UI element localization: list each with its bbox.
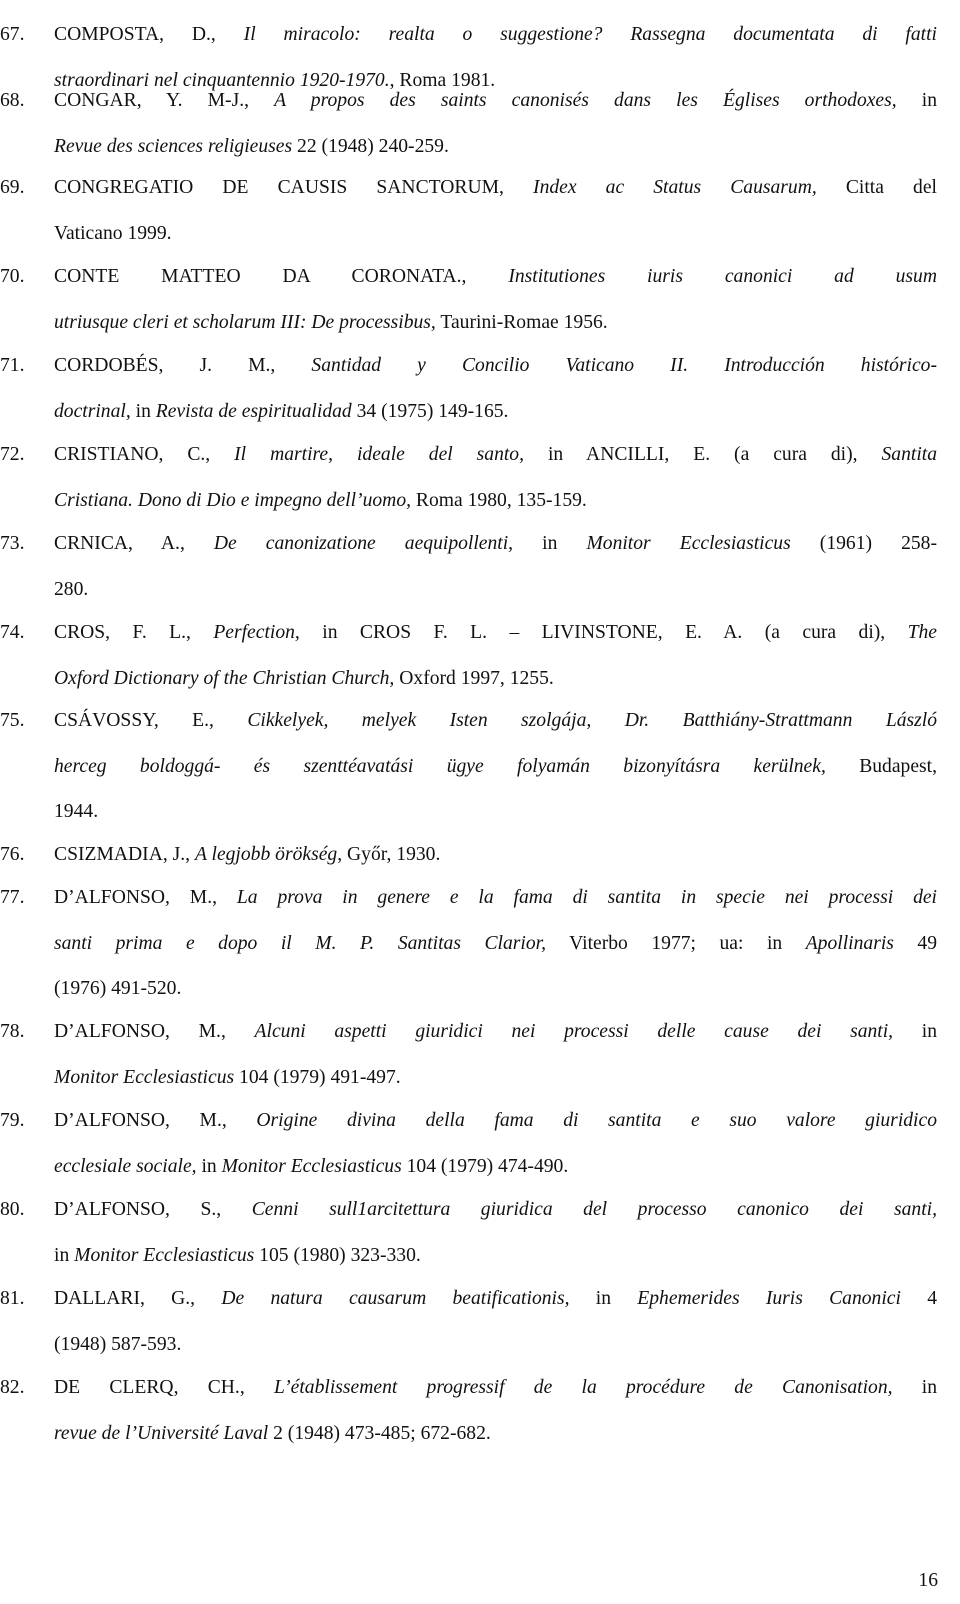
entry-line — [54, 875, 937, 921]
text-run: Roma 1980, 135-159. — [411, 489, 587, 511]
text-run: Institutiones iuris canonici ad usum — [508, 266, 937, 287]
text-run: The — [907, 622, 937, 643]
entry-number: 74. — [0, 622, 25, 643]
entry-body — [54, 165, 937, 256]
entry-line — [54, 921, 937, 967]
text-run: CONTE MATTEO DA CORONATA., — [54, 266, 509, 287]
entry-number: 77. — [0, 887, 25, 908]
text-run: Budapest, — [825, 755, 938, 777]
text-run: 280. — [54, 578, 89, 600]
bibliography-entry — [0, 610, 960, 701]
entry-number: 78. — [0, 1021, 25, 1042]
text-run: 105 (1980) 323-330. — [254, 1244, 421, 1266]
entry-line — [54, 1322, 937, 1368]
text-run: CRISTIANO, C., — [54, 444, 235, 465]
entry-number: 68. — [0, 90, 25, 111]
text-run: in — [54, 1244, 75, 1266]
entry-number: 67. — [0, 24, 25, 45]
entry-line — [54, 300, 937, 346]
entry-line — [54, 521, 937, 567]
entry-line — [54, 389, 937, 435]
text-run: in — [892, 1377, 937, 1398]
text-run: in CROS F. L. – LIVINSTONE, E. A. (a cura di), — [299, 622, 908, 643]
text-run: D’ALFONSO, M., — [54, 1021, 255, 1042]
text-run: 104 (1979) 491-497. — [234, 1066, 401, 1088]
entry-number: 69. — [0, 177, 25, 198]
text-run: DE CLERQ, CH., — [54, 1377, 274, 1398]
entry-line — [54, 124, 937, 170]
entry-body — [54, 1365, 937, 1456]
entry-line — [54, 832, 937, 878]
bibliography-entry — [0, 875, 960, 1012]
entry-line — [54, 744, 937, 790]
text-run: in — [513, 533, 587, 554]
text-run: DALLARI, G., — [54, 1288, 222, 1309]
bibliography-entry — [0, 1187, 960, 1278]
text-run: utriusque cleri et scholarum III: De processibus, — [54, 311, 436, 333]
entry-body — [54, 1276, 937, 1367]
entry-line — [54, 78, 937, 124]
text-run: De natura causarum beatificationis, — [221, 1288, 570, 1309]
bibliography-entry — [0, 432, 960, 523]
entry-line — [54, 789, 937, 835]
text-run: CROS, F. L., — [54, 622, 214, 643]
text-run: Santita — [881, 444, 938, 465]
text-run: 4 — [900, 1288, 938, 1309]
text-run: Cenni sull1arcitettura giuridica del processo canonico dei santi, — [251, 1199, 937, 1220]
text-run: ecclesiale sociale, — [54, 1155, 197, 1177]
text-run: Oxford 1997, 1255. — [394, 667, 554, 689]
text-run: Santidad y Concilio Vaticano II. Introducción histórico- — [311, 355, 937, 376]
entry-line — [54, 211, 937, 257]
bibliography-entry — [0, 343, 960, 434]
text-run: Citta del — [816, 177, 937, 198]
entry-number: 70. — [0, 266, 25, 287]
text-run: Index ac Status Causarum, — [533, 177, 817, 198]
text-run: 22 (1948) 240-259. — [292, 135, 449, 157]
text-run: 34 (1975) 149-165. — [351, 400, 509, 422]
entry-line — [54, 610, 937, 656]
text-run: CSIZMADIA, J., — [54, 844, 195, 865]
bibliography-entry — [0, 254, 960, 345]
text-run: Monitor Ecclesiasticus — [54, 1066, 235, 1088]
entry-number: 71. — [0, 355, 25, 376]
entry-number: 82. — [0, 1377, 25, 1398]
text-run: COMPOSTA, D., — [54, 24, 244, 45]
text-run: Ephemerides Iuris Canonici — [637, 1288, 901, 1309]
entry-line — [54, 1098, 937, 1144]
text-run: 104 (1979) 474-490. — [401, 1155, 569, 1177]
text-run: (1948) 587-593. — [54, 1333, 182, 1355]
bibliography-entry — [0, 78, 960, 169]
entry-body — [54, 1098, 937, 1189]
entry-line — [54, 1009, 937, 1055]
entry-line — [54, 343, 937, 389]
entry-body — [54, 432, 937, 523]
entry-line — [54, 1365, 937, 1411]
entry-body — [54, 521, 937, 612]
bibliography-entry — [0, 698, 960, 835]
text-run: A propos des saints canonisés dans les Églises orthodoxes, — [274, 90, 897, 111]
text-run: Oxford Dictionary of the Christian Church, — [54, 667, 395, 689]
text-run: CONGREGATIO DE CAUSIS SANCTORUM, — [54, 177, 534, 198]
text-run: L’établissement progressif de la procédure de Canonisation, — [273, 1377, 893, 1398]
text-run: in — [896, 90, 937, 111]
entry-number: 76. — [0, 844, 25, 865]
text-run: D’ALFONSO, S., — [54, 1199, 252, 1220]
bibliography-entry — [0, 1365, 960, 1456]
entry-body — [54, 610, 937, 701]
text-run: (1976) 491-520. — [54, 978, 182, 999]
text-run: CORDOBÉS, J. M., — [54, 355, 312, 376]
text-run: Perfection, — [213, 622, 300, 643]
text-run: in — [893, 1021, 938, 1042]
entry-body — [54, 1187, 937, 1278]
entry-body — [54, 254, 937, 345]
bibliography-entry — [0, 832, 960, 878]
text-run: Cikkelyek, melyek Isten szolgája, Dr. Batthiány-Strattmann László — [247, 710, 938, 731]
entry-line — [54, 567, 937, 613]
entry-body — [54, 832, 937, 878]
entry-line — [54, 1411, 937, 1457]
text-run: Győr, 1930. — [342, 844, 441, 865]
text-run: De canonizatione aequipollenti, — [213, 533, 514, 554]
text-run: straordinari nel cinquantennio 1920-1970. — [54, 69, 390, 91]
text-run: Il miracolo: realta o suggestione? Rassegna documentata di fatti — [243, 24, 937, 45]
entry-number: 73. — [0, 533, 25, 554]
bibliography-entry — [0, 1098, 960, 1189]
entry-line — [54, 1144, 937, 1190]
text-run: Apollinaris — [805, 932, 894, 954]
text-run: Origine divina della fama di santita e suo valore giuridico — [256, 1110, 937, 1131]
text-run: revue de l’Université Laval — [54, 1422, 269, 1444]
text-run: A legjobb örökség, — [194, 844, 343, 865]
text-run: , Roma 1981. — [389, 69, 496, 91]
entry-body — [54, 875, 937, 1012]
text-run: Il martire, ideale del santo, — [234, 444, 525, 465]
text-run: in — [130, 400, 156, 422]
text-run: D’ALFONSO, M., — [54, 1110, 257, 1131]
page-number: 16 — [918, 1570, 938, 1591]
text-run: 49 — [893, 932, 937, 954]
text-run: Monitor Ecclesiasticus — [74, 1244, 255, 1266]
entry-number: 81. — [0, 1288, 25, 1309]
entry-line — [54, 698, 937, 744]
entry-body — [54, 78, 937, 169]
text-run: 2 (1948) 473-485; 672-682. — [268, 1422, 491, 1444]
entry-line — [54, 478, 937, 524]
text-run: Viterbo 1977; ua: in — [546, 932, 806, 954]
entry-line — [54, 12, 937, 58]
entry-number: 79. — [0, 1110, 25, 1131]
bibliography-entry — [0, 521, 960, 612]
text-run: in ANCILLI, E. (a cura di), — [524, 444, 882, 465]
entry-line — [54, 1233, 937, 1279]
text-run: D’ALFONSO, M., — [54, 887, 237, 908]
text-run: CRNICA, A., — [54, 533, 214, 554]
text-run: 1944. — [54, 801, 99, 822]
entry-number: 80. — [0, 1199, 25, 1220]
bibliography-entry — [0, 1276, 960, 1367]
text-run: Monitor Ecclesiasticus — [586, 533, 791, 554]
entry-line — [54, 1055, 937, 1101]
text-run: (1961) 258- — [790, 533, 937, 554]
text-run: Revista de espiritualidad — [155, 400, 352, 422]
bibliography-entry — [0, 165, 960, 256]
text-run: santi prima e dopo il M. P. Santitas Clarior, — [54, 932, 547, 954]
entry-line — [54, 254, 937, 300]
text-run: Alcuni aspetti giuridici nei processi delle cause dei santi, — [254, 1021, 894, 1042]
entry-body — [54, 343, 937, 434]
entry-line — [54, 656, 937, 702]
bibliography-entry — [0, 1009, 960, 1100]
text-run: La prova in genere e la fama di santita in specie nei processi dei — [236, 887, 938, 908]
entry-number: 75. — [0, 710, 25, 731]
text-run: CSÁVOSSY, E., — [54, 710, 248, 731]
text-run: Revue des sciences religieuses — [54, 135, 293, 157]
entry-line — [54, 1187, 937, 1233]
text-run: Vaticano 1999. — [54, 222, 172, 244]
text-run: Monitor Ecclesiasticus — [221, 1155, 402, 1177]
text-run: Cristiana. Dono di Dio e impegno dell’uomo, — [54, 489, 412, 511]
entry-line — [54, 432, 937, 478]
text-run: Taurini-Romae 1956. — [435, 311, 608, 333]
entry-body — [54, 1009, 937, 1100]
text-run: in — [569, 1288, 638, 1309]
entry-number: 72. — [0, 444, 25, 465]
entry-line — [54, 966, 937, 1012]
text-run: doctrinal, — [54, 400, 131, 422]
entry-line — [54, 1276, 937, 1322]
text-run: CONGAR, Y. M-J., — [54, 90, 275, 111]
entry-line — [54, 165, 937, 211]
text-run: herceg boldoggá- és szenttéavatási ügye folyamán bizonyításra kerülnek, — [54, 755, 826, 777]
text-run: in — [196, 1155, 222, 1177]
entry-body — [54, 698, 937, 835]
